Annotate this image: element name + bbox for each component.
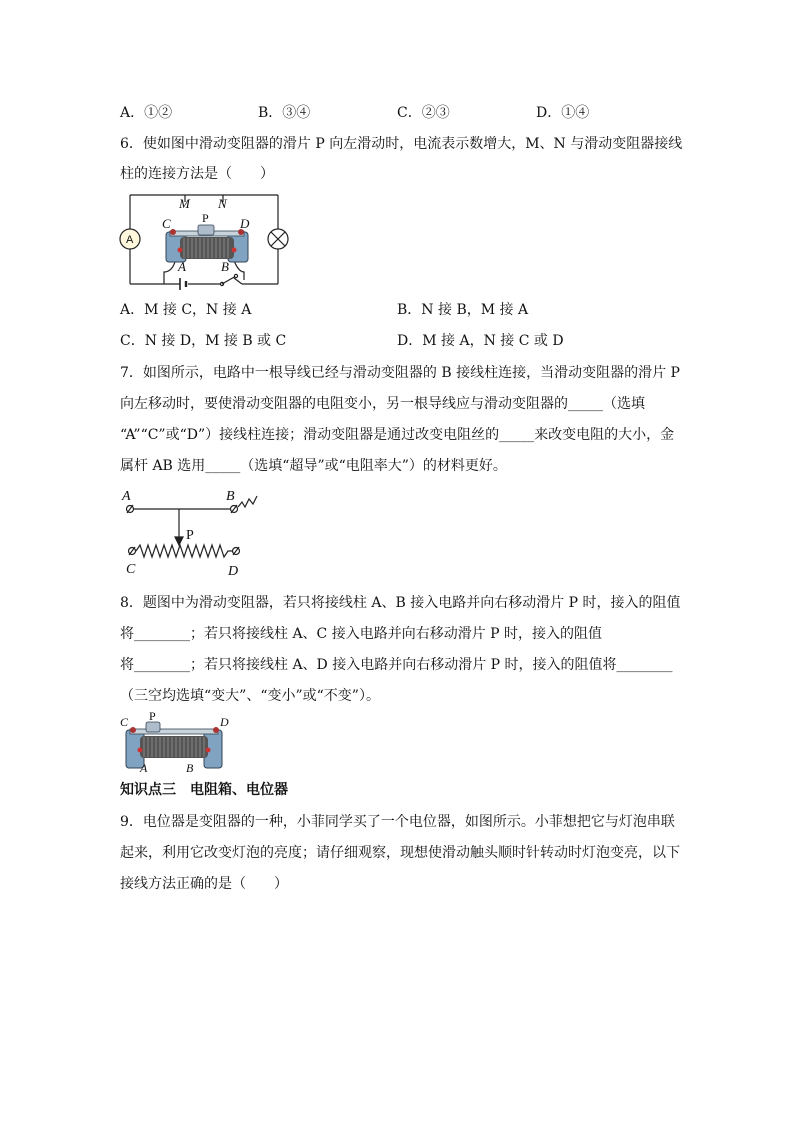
q8-stem-line-1: 8．题图中为滑动变阻器，若只将接线柱 A、B 接入电路并向右移动滑片 P 时，接入的阻值 xyxy=(120,595,681,611)
q8-label-c: C xyxy=(120,715,129,729)
q7-stem-line-4: 属杆 AB 选用_____（选填“超导”或“电阻率大”）的材料更好。 xyxy=(120,458,507,474)
q6-option-d: D．M 接 A，N 接 C 或 D xyxy=(397,333,564,349)
q5-option-a: A．①② xyxy=(120,105,173,121)
q7-rheostat-diagram xyxy=(118,485,278,580)
q6-label-p: P xyxy=(202,211,209,225)
q8-stem-line-4: （三空均选填“变大”、“变小”或“不变”）。 xyxy=(120,688,380,704)
q7-stem-line-3: “A”“C”或“D”）接线柱连接；滑动变阻器是通过改变电阻丝的_____来改变电阻的大小，金 xyxy=(120,427,675,443)
q6-label-m: M xyxy=(179,196,190,211)
q9-stem-line-2: 起来，利用它改变灯泡的亮度；请仔细观察，现想使滑动触头顺时针转动时灯泡变亮，以下 xyxy=(120,845,680,861)
q6-rheostat-icon xyxy=(166,225,248,262)
q8-label-b: B xyxy=(186,761,194,775)
q8-label-a: A xyxy=(140,761,148,775)
q6-stem-line-2: 柱的连接方法是（ ） xyxy=(120,166,274,182)
q6-stem-line-1: 6．使如图中滑动变阻器的滑片 P 向左滑动时，电流表示数增大，M、N 与滑动变阻器接线 xyxy=(120,136,683,152)
q6-ammeter-label: A xyxy=(126,234,134,246)
q9-stem-line-3: 接线方法正确的是（ ） xyxy=(120,876,288,892)
q6-label-n: N xyxy=(218,196,227,211)
q6-option-b: B．N 接 B，M 接 A xyxy=(397,302,529,318)
q6-label-b: B xyxy=(221,259,229,274)
q6-label-c: C xyxy=(162,216,171,231)
q6-option-a: A．M 接 C，N 接 A xyxy=(120,302,252,318)
q8-stem-line-2: 将________；若只将接线柱 A、C 接入电路并向右移动滑片 P 时，接入的阻值 xyxy=(120,626,603,642)
q6-circuit-figure xyxy=(118,192,298,296)
q7-label-p: P xyxy=(186,528,194,543)
section-heading: 知识点三 电阻箱、电位器 xyxy=(120,782,288,798)
q8-rheostat-figure xyxy=(118,710,238,776)
q6-label-a: A xyxy=(178,259,186,274)
q7-label-c: C xyxy=(126,562,136,577)
q5-option-c: C．②③ xyxy=(397,105,450,121)
q5-option-b: B．③④ xyxy=(258,105,311,121)
q6-label-d: D xyxy=(240,216,250,231)
q6-option-c: C．N 接 D，M 接 B 或 C xyxy=(120,333,287,349)
q7-label-b: B xyxy=(226,489,235,504)
q7-label-d: D xyxy=(228,564,239,579)
q5-option-d: D．①④ xyxy=(536,105,590,121)
q7-stem-line-2: 向左移动时，要使滑动变阻器的电阻变小，另一根导线应与滑动变阻器的_____（选填 xyxy=(120,396,645,412)
q8-label-p: P xyxy=(149,710,156,723)
q8-label-d: D xyxy=(220,715,229,729)
q7-stem-line-1: 7．如图所示，电路中一根导线已经与滑动变阻器的 B 接线柱连接，当滑动变阻器的滑片 P xyxy=(120,365,680,381)
q7-label-a: A xyxy=(122,489,131,504)
q8-stem-line-3: 将________；若只将接线柱 A、D 接入电路并向右移动滑片 P 时，接入的阻值将________ xyxy=(120,657,673,673)
q9-stem-line-1: 9．电位器是变阻器的一种，小菲同学买了一个电位器，如图所示。小菲想把它与灯泡串联 xyxy=(120,814,675,830)
